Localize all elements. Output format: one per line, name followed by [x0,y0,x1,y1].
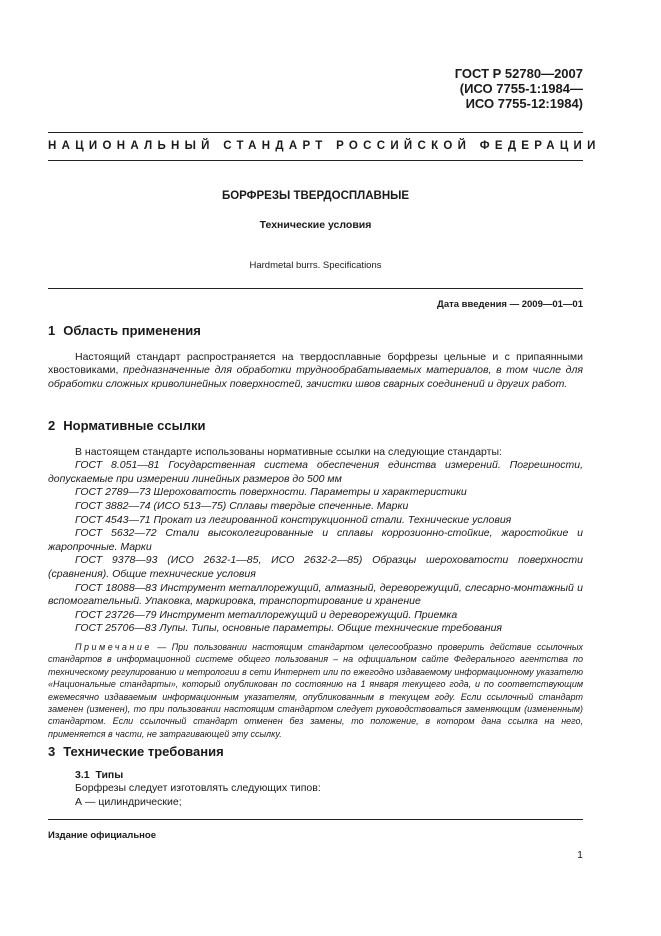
document-title: БОРФРЕЗЫ ТВЕРДОСПЛАВНЫЕ [221,190,410,202]
types-intro: Борфрезы следует изготовлять следующих типов: [75,782,321,795]
references-intro: В настоящем стандарте использованы нормативные ссылки на следующие стандарты: [75,445,502,458]
section-1-number: 1 [48,323,56,338]
reference-item: ГОСТ 8.051—81 Государственная система обеспечения единства измерений. Погрешности, допускаемые при измерении линейных размеров до 500 мм [48,459,583,485]
subsection-number: 3.1 [75,768,90,781]
reference-item: ГОСТ 25706—83 Лупы. Типы, основные параметры. Общие технические требования [75,622,503,635]
subsection-3-1-heading [48,769,583,783]
reference-item: ГОСТ 18088—83 Инструмент металлорежущий, алмазный, дереворежущий, слесарно-монтажный и вспомогательный. Упаковка, маркировка, транспортирование и хранение [48,581,583,608]
reference-item: ГОСТ 23726—79 Инструмент металлорежущий и дереворежущий. Приемка [75,608,458,621]
reference-item: ГОСТ 5632—72 Стали высоколегированные и сплавы коррозионно-стойкие, жаростойкие и жаропрочные. Марки [48,527,583,553]
national-rule [48,160,583,161]
section-2 [48,419,583,740]
section-2-title: Нормативные ссылки [63,418,206,433]
national-standard-heading: НАЦИОНАЛЬНЫЙ СТАНДАРТ РОССИЙСКОЙ ФЕДЕРАЦИИ [48,140,601,152]
official-edition-label: Издание официальное [48,830,156,841]
section-1-heading [48,324,583,338]
section-3-heading [48,745,583,759]
reference-item: ГОСТ 2789—73 Шероховатость поверхности. Параметры и характеристики [75,486,467,499]
section-3 [48,745,583,809]
subsection-title: Типы [95,768,124,781]
section-2-heading [48,419,583,433]
top-rule [48,132,583,133]
iso-equivalent-line2: ИСО 7755-12:1984) [465,96,583,111]
scope-text-italic: предназначенные для обработки труднообрабатываемых материалов, в том числе для обработки сложных криволинейных поверхностей, зачистки швов сварных соединений и других работ. [48,364,583,390]
footer-rule [48,819,583,820]
section-3-title: Технические требования [63,744,224,759]
references-note [48,641,583,740]
english-title: Hardmetal burrs. Specifications [249,260,382,271]
iso-equivalent-line1: (ИСО 7755-1:1984— [459,81,583,96]
reference-item: ГОСТ 4543—71 Прокат из легированной конструкционной стали. Технические условия [75,513,512,526]
reference-item: ГОСТ 3882—74 (ИСО 513—75) Сплавы твердые спеченные. Марки [75,499,409,512]
introduction-date: Дата введения — 2009—01—01 [437,299,583,310]
document-subtitle: Технические условия [259,219,372,231]
section-3-number: 3 [48,744,56,759]
section-1-paragraph [48,351,583,392]
standard-designation [455,66,583,111]
note-label: Примечание [75,641,152,652]
page-number: 1 [577,849,583,861]
type-a-item: А — цилиндрические; [75,795,182,808]
note-text: — При пользовании настоящим стандартом целесообразно проверить действие ссылочных стандартов в информационной системе общего пользования – на официальном сайте Федерального агентства по техническому регулированию и метрологии в сети Интернет или по ежегодно издаваемому информационному указателю «Национальные стандарты», который опубликован по состоянию на 1 января текущего года, и по соответствующим ежемесячно издаваемым информационным указателям, опубликованным в текущем году. Если ссылочный стандарт заменен (изменен), то при пользовании настоящим стандартом следует руководствоваться заменяющим (измененным) стандартом. Если ссылочный стандарт отменен без замены, то положение, в котором дана ссылка на него, применяется в части, не затрагивающей эту ссылку. [48,641,583,739]
section-2-number: 2 [48,418,56,433]
section-1 [48,324,583,391]
date-rule [48,288,583,289]
section-1-title: Область применения [63,323,201,338]
reference-item: ГОСТ 9378—93 (ИСО 2632-1—85, ИСО 2632-2—85) Образцы шероховатости поверхности (сравнения). Общие технические условия [48,554,583,580]
scope-text: Настоящий стандарт распространяется на твердосплавные борфрезы цельные и с припаянными хвостовиками, [48,350,583,377]
standard-number: ГОСТ Р 52780—2007 [454,66,583,81]
